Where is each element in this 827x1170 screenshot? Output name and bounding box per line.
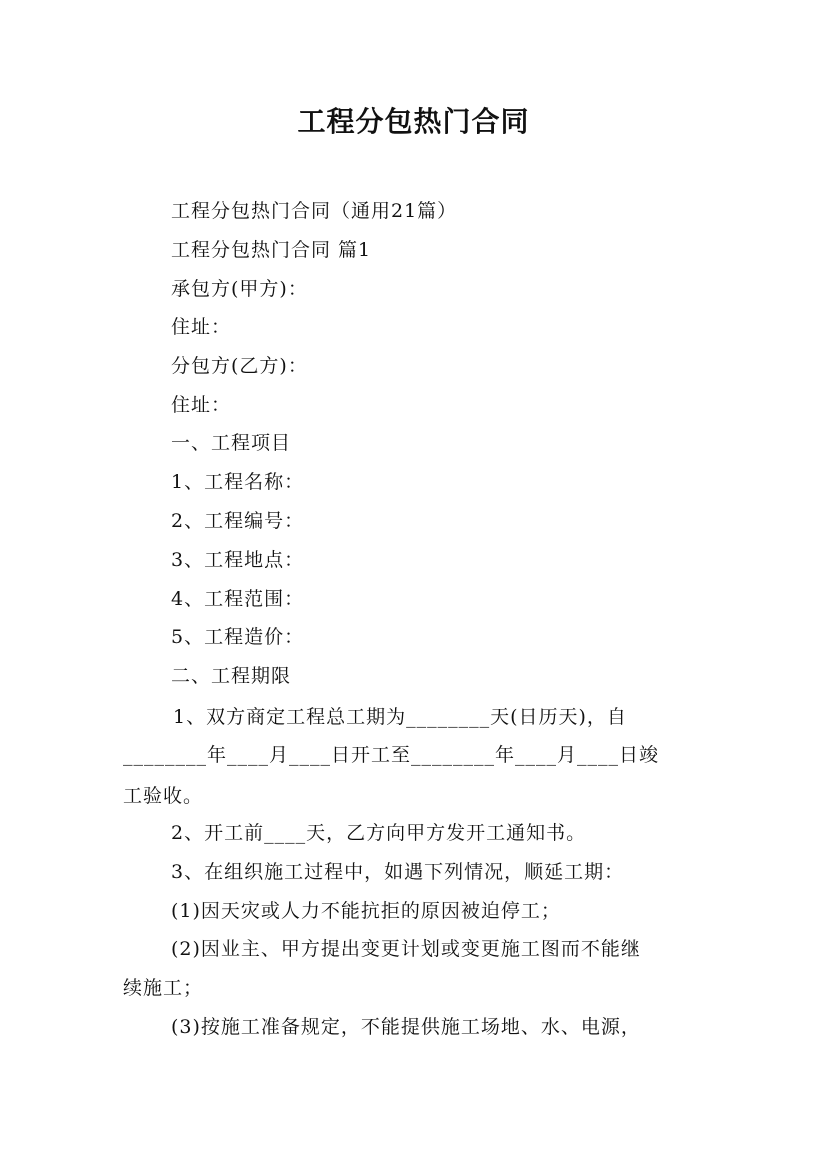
doc-line-chapter: 工程分包热门合同 篇1: [171, 239, 372, 261]
doc-line-term-3-item-1: (1)因天灾或人力不能抗拒的原因被迫停工；: [171, 900, 561, 922]
doc-line-party-a-address: 住址：: [171, 316, 232, 338]
doc-line-term-3-item-2-cont: 续施工；: [123, 977, 204, 999]
doc-line-project-location: 3、工程地点：: [171, 549, 305, 571]
doc-line-term-1-cont: ________年____月____日开工至________年____月____日竣: [123, 744, 660, 766]
doc-line-term-3: 3、在组织施工过程中，如遇下列情况，顺延工期：: [171, 861, 625, 883]
document-title: 工程分包热门合同: [297, 105, 530, 138]
doc-line-section-1: 一、工程项目: [171, 432, 292, 454]
doc-line-party-b-address: 住址：: [171, 394, 232, 416]
doc-line-party-b: 分包方(乙方)：: [171, 355, 308, 377]
doc-line-term-3-item-2: (2)因业主、甲方提出变更计划或变更施工图而不能继: [171, 938, 641, 960]
doc-line-subtitle: 工程分包热门合同（通用21篇）: [171, 200, 458, 222]
doc-line-term-1: 1、双方商定工程总工期为________天(日历天)，自: [173, 706, 627, 728]
doc-line-term-2: 2、开工前____天，乙方向甲方发开工通知书。: [171, 822, 587, 844]
doc-line-project-number: 2、工程编号：: [171, 510, 305, 532]
doc-line-project-scope: 4、工程范围：: [171, 588, 305, 610]
doc-line-party-a: 承包方(甲方)：: [171, 278, 308, 300]
doc-line-project-cost: 5、工程造价：: [171, 626, 305, 648]
doc-line-term-1-end: 工验收。: [123, 785, 204, 807]
doc-line-section-2: 二、工程期限: [171, 665, 292, 687]
doc-line-project-name: 1、工程名称：: [171, 471, 305, 493]
doc-line-term-3-item-3: (3)按施工准备规定，不能提供施工场地、水、电源，: [171, 1016, 641, 1038]
